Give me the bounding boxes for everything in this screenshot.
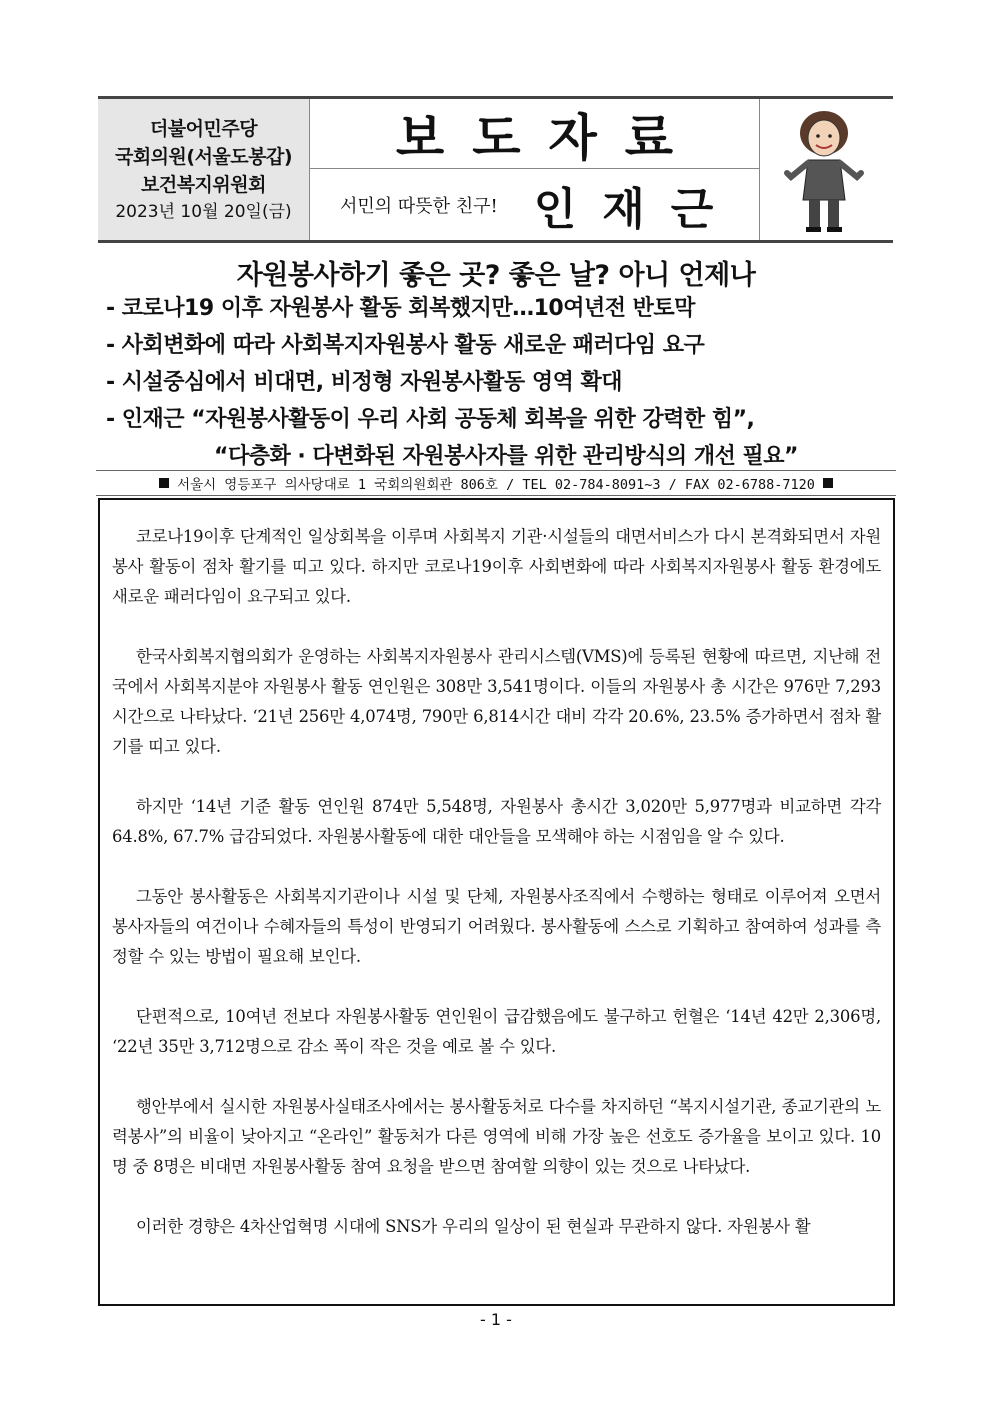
name-box — [310, 169, 759, 240]
doc-title: 보도자료 — [395, 108, 702, 167]
paragraph: 하지만 ‘14년 기준 활동 연인원 874만 5,548명, 자원봉사 총시간 3,020만 5,977명과 비교하면 각각 64.8%, 67.7% 급감되었다. 자원봉사활동에 대한 대안들을 모색해야 하는 시점임을 알 수 있다. — [112, 797, 881, 846]
subheadline: - 사회변화에 따라 사회복지자원봉사 활동 새로운 패러다임 요구 — [106, 333, 705, 358]
contact-bar — [96, 470, 896, 496]
page-number: - 1 - — [480, 1310, 512, 1329]
subheadlines — [106, 290, 906, 475]
subheadline: “다층화 · 다변화된 자원봉사자를 위한 관리방식의 개선 필요” — [214, 444, 798, 469]
caricature-image — [759, 99, 887, 240]
square-bullet-icon — [159, 478, 169, 488]
org-info — [98, 99, 310, 240]
committee-name: 보건복지위원회 — [141, 173, 266, 196]
paragraph: 행안부에서 실시한 자원봉사실태조사에서는 봉사활동처로 다수를 차지하던 “복지시설기관, 종교기관의 노력봉사”의 비율이 낮아지고 “온라인” 활동처가 다른 영역에 비해 가장 높은 선호도 증가율을 보이고 있다. 10명 중 8명은 비대면 자원봉사활동 참여 요청을 받으면 참여할 의향이 있는 것으로 나타났다. — [112, 1097, 881, 1176]
slogan: 서민의 따뜻한 친구! — [340, 195, 498, 217]
square-bullet-icon — [823, 478, 833, 488]
contact-text: 서울시 영등포구 의사당대로 1 국회의원회관 806호 / TEL 02-784-8091~3 / FAX 02-6788-7120 — [177, 477, 815, 493]
headline: 자원봉사하기 좋은 곳? 좋은 날? 아니 언제나 — [236, 260, 756, 291]
paragraph: 한국사회복지협의회가 운영하는 사회복지자원봉사 관리시스템(VMS)에 등록된 현황에 따르면, 지난해 전국에서 사회복지분야 자원봉사 활동 연인원은 308만 3,541명이다. 이들의 자원봉사 총 시간은 976만 7,293시간으로 나타났다. ‘21년 256만 4,074명, 790만 6,814시간 대비 각각 20.6%, 23.5% 증가하면서 점차 활기를 띠고 있다. — [112, 647, 881, 756]
subheadline: - 코로나19 이후 자원봉사 활동 회복했지만…10여년전 반토막 — [106, 296, 695, 321]
paragraph: 단편적으로, 10여년 전보다 자원봉사활동 연인원이 급감했음에도 불구하고 헌혈은 ‘14년 42만 2,306명, ‘22년 35만 3,712명으로 감소 폭이 작은 것을 예로 볼 수 있다. — [112, 1007, 881, 1056]
lawmaker-name: 인재근 — [533, 183, 740, 235]
paragraph: 이러한 경향은 4차산업혁명 시대에 SNS가 우리의 일상이 된 현실과 무관하지 않다. 자원봉사 활 — [136, 1217, 811, 1236]
title-box — [310, 99, 759, 169]
release-date: 2023년 10월 20일(금) — [115, 201, 292, 222]
paragraph: 그동안 봉사활동은 사회복지기관이나 시설 및 단체, 자원봉사조직에서 수행하는 형태로 이루어져 오면서 봉사자들의 여건이나 수혜자들의 특성이 반영되기 어려웠다. 봉사활동에 스스로 기획하고 참여하여 성과를 측정할 수 있는 방법이 필요해 보인다. — [112, 887, 881, 966]
paragraph: 코로나19이후 단계적인 일상회복을 이루며 사회복지 기관·시설들의 대면서비스가 다시 본격화되면서 자원봉사 활동이 점차 활기를 띠고 있다. 하지만 코로나19이후 사회변화에 따라 사회복지자원봉사 활동 환경에도 새로운 패러다임이 요구되고 있다. — [112, 527, 881, 606]
subheadline: - 인재근 “자원봉사활동이 우리 사회 공동체 회복을 위한 강력한 힘”, — [106, 407, 755, 432]
party-name: 더불어민주당 — [149, 117, 258, 140]
office-name: 국회의원(서울도봉갑) — [114, 145, 293, 168]
body-text-box — [98, 498, 895, 1306]
subheadline: - 시설중심에서 비대면, 비정형 자원봉사활동 영역 확대 — [106, 370, 622, 395]
press-header — [98, 96, 893, 243]
